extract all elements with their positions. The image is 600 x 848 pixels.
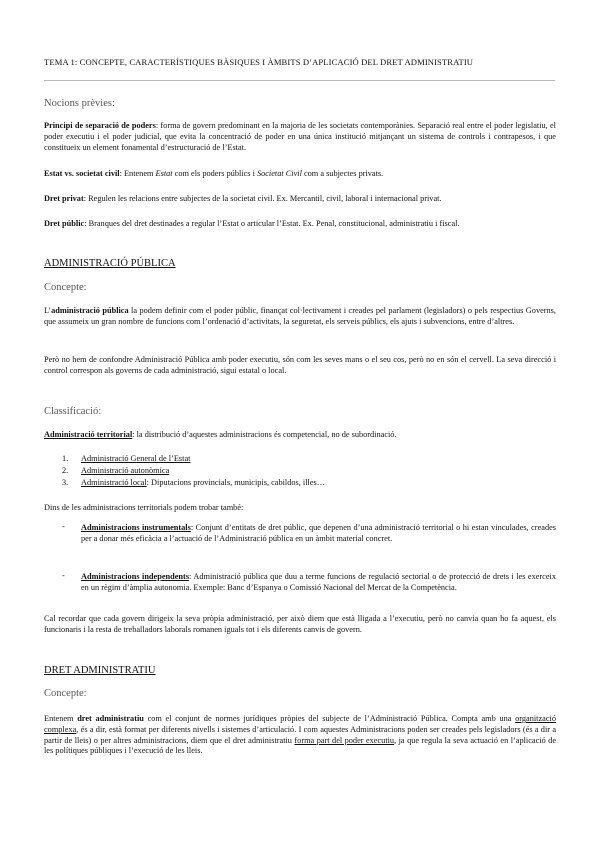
- title-divider: [44, 80, 555, 81]
- section-heading-administracio: ADMINISTRACIÓ PÚBLICA: [44, 258, 176, 269]
- paragraph-estat-societat: Estat vs. societat civil: Entenem Estat com els poders públics i Societat Civil com a subjectes privats.: [44, 169, 384, 178]
- term-administracio-territorial: Administració territorial: [44, 430, 133, 439]
- list-number: 3.: [62, 478, 69, 487]
- term-administracio-publica: administració pública: [51, 306, 129, 315]
- admin-concepte-heading: Concepte:: [44, 282, 87, 293]
- term-estat-societat: Estat vs. societat civil: [44, 169, 120, 178]
- paragraph-dret-public: Dret públic: Branques del dret destinades a regular l’Estat o articular l’Estat. Ex. Penal, constitucional, administratiu i fiscal.: [44, 219, 460, 228]
- nocions-heading: Nocions prèvies:: [44, 98, 115, 109]
- paragraph-dret-privat: Dret privat: Regulen les relacions entre subjectes de la societat civil. Ex. Mercantil, civil, laboral i internacional privat.: [44, 194, 442, 203]
- paragraph-administracio-territorial: Administració territorial: la distribució d’aquestes administracions és competencial, no de subordinació.: [44, 430, 397, 439]
- bullet-item-independents: Administracions independents: Administració pública que duu a terme funcions de regulació sectorial o de protecció de drets i les exerceix en un règim d’àmplia autonomia. Exemple: Banc d’Espanya o Comissió Nacional del Mercat de la Competència.: [81, 572, 556, 593]
- paragraph-separacio-poders: Principi de separació de poders: forma de govern predominant en la majoria de les societats contemporànies. Separació real entre el poder legislatiu, el poder executiu i el poder judicial, que evita la concentració de poder en una única institució mitjançant un sistema de controls i contrapesos, i que constitueix un element fonamental d’estructuració de l’Estat.: [44, 121, 556, 152]
- term-dret-privat: Dret privat: [44, 194, 84, 203]
- paragraph-administracio-executiu: Però no hem de confondre Administració Pública amb poder executiu, són com les seves mans o el seu cos, però no en són el cervell. La seva direcció i control correspon als governs de cada administració, sigui estatal o local.: [44, 355, 556, 375]
- section-heading-dret-administratiu: DRET ADMINISTRATIU: [44, 665, 156, 676]
- term-separacio-poders: Principi de separació de poders: [44, 121, 156, 130]
- paragraph-administracio-definicio: L’administració pública la podem definir com el poder públic, finançat col·lectivament i creades pel parlament (legisladors) o pels respectius Governs, que assumeix un gran nombre de funcions com l’ordenació d’activitats, la seguretat, els serveis públics, els ajuts i subvencions, entre d’altres.: [44, 306, 556, 326]
- list-item: Administració local: Diputacions provincials, municipis, cabildos, illes…: [81, 478, 326, 487]
- term-dret-administratiu: dret administratiu: [77, 714, 144, 723]
- document-title: TEMA 1: CONCEPTE, CARACTERÍSTIQUES BÀSIQUES I ÀMBITS D’APLICACIÓ DEL DRET ADMINISTRATIU: [44, 57, 474, 67]
- paragraph-dret-administratiu: Entenem dret administratiu com el conjunt de normes jurídiques pròpies del subjecte de l’Administració Pública. Compta amb una organització complexa, és a dir, està format per diferents nivells i sistemes d’articulació. I com aquestes Administracions poden ser creades pels legisladors (és a dir a partir de lleis) o per altres administracions, diem que el dret administratiu forma part del poder executiu, ja que regula la seva actuació en l’aplicació de les polítiques públiques i l’execució de les lleis.: [44, 714, 557, 756]
- list-item: Administració autonòmica: [81, 466, 170, 475]
- paragraph-govern-administracio: Cal recordar que cada govern dirigeix la seva pròpia administració, per això diem que està lligada a l’executiu, però no canvia quan ho fa aquest, els funcionaris i la resta de treballadors laborals romanen iguals tot i els diferents canvis de govern.: [44, 614, 556, 634]
- classificacio-heading: Classificació:: [44, 406, 102, 417]
- list-number: 1.: [62, 454, 69, 463]
- paragraph-dins-territorials: Dins de les administracions territorials podem trobar també:: [44, 503, 244, 512]
- bullet-dash: -: [62, 522, 65, 531]
- term-dret-public: Dret públic: [44, 219, 85, 228]
- list-number: 2.: [62, 466, 69, 475]
- list-item: Administració General de l’Estat: [81, 454, 191, 463]
- bullet-item-instrumentals: Administracions instrumentals: Conjunt d’entitats de dret públic, que depenen d’una administració territorial o hi estan vinculades, creades per a donar més eficàcia a l’actuació de l’Administració pública en un àmbit material concret.: [81, 523, 556, 544]
- bullet-dash: -: [62, 571, 65, 580]
- dret-concepte-heading: Concepte:: [44, 688, 87, 699]
